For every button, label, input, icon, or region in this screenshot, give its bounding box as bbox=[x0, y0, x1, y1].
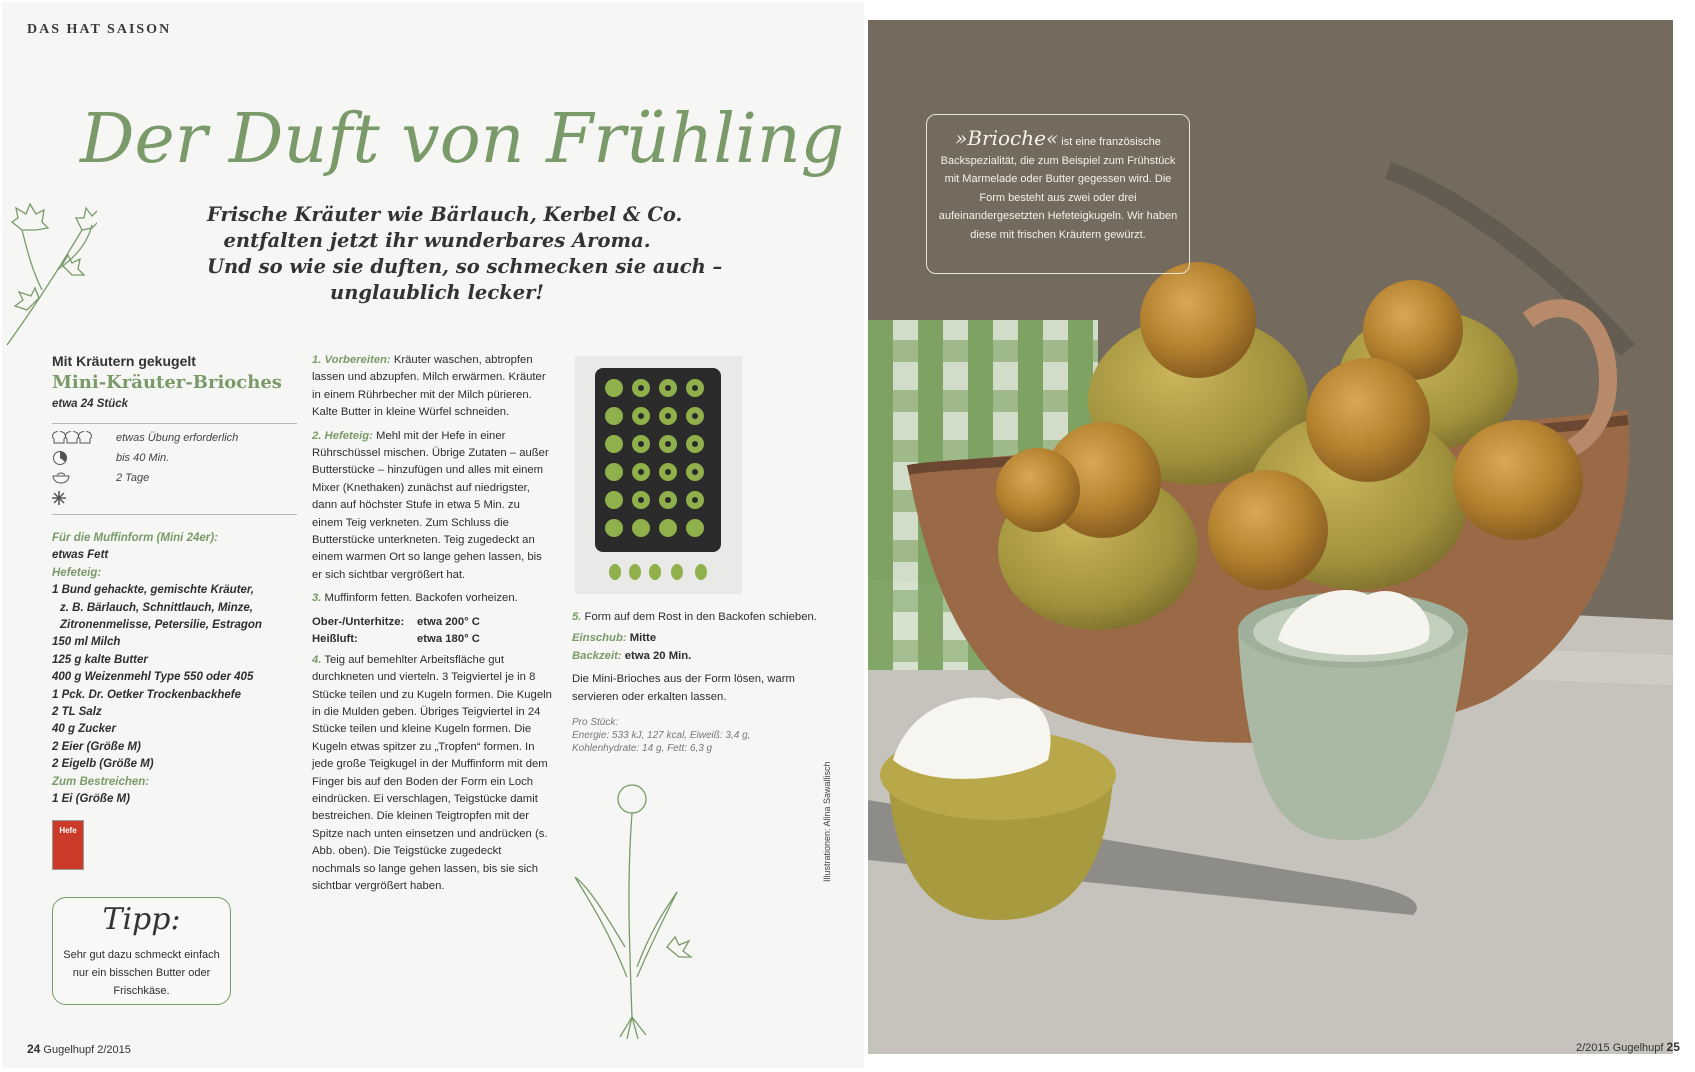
folio-right: 2/2015 Gugelhupf 25 bbox=[1576, 1040, 1680, 1054]
time-text: bis 40 Min. bbox=[116, 452, 170, 464]
storage-text: 2 Tage bbox=[116, 472, 150, 484]
difficulty-text: etwas Übung erforderlich bbox=[116, 432, 239, 444]
step-1: 1. Vorbereiten: Kräuter waschen, abtropfen lassen und abzupfen. Milch erwärmen. Kräuter in einem Rührbecher mit der Milch pürieren. Kalte Butter in kleine Würfel schneiden. bbox=[312, 354, 546, 419]
subtitle bbox=[207, 202, 723, 306]
freeze-row bbox=[52, 488, 297, 508]
ingredient-item: 1 Ei (Größe M) bbox=[52, 793, 130, 806]
ingredients-list bbox=[52, 530, 302, 809]
nutrition-info: Pro Stück: Energie: 533 kJ, 127 kcal, Eiweiß: 3,4 g, Kohlenhydrate: 14 g, Fett: 6,3 g bbox=[572, 717, 751, 755]
illustration-credit: Illustrationen: Alina Sawallisch bbox=[822, 761, 832, 882]
ingredient-item: 150 ml Milch bbox=[52, 636, 121, 649]
ingredient-item: 1 Pck. Dr. Oetker Trockenbackhefe bbox=[52, 688, 241, 701]
product-label: Hefe bbox=[59, 826, 77, 835]
left-page bbox=[2, 2, 864, 1068]
snowflake-icon bbox=[52, 491, 92, 505]
main-title: Der Duft von Frühling bbox=[80, 100, 845, 179]
storage-row bbox=[52, 468, 297, 488]
subtitle-line: entfalten jetzt ihr wunderbares Aroma. bbox=[223, 229, 651, 252]
temperature-table: Ober-/Unterhitze: etwa 200° C Heißluft: etwa 180° C bbox=[312, 615, 480, 645]
finish-text: Die Mini-Brioches aus der Form lösen, warm servieren oder erkalten lassen. bbox=[572, 673, 795, 703]
brioche-quote-box bbox=[926, 114, 1190, 274]
ingredient-item: 40 g Zucker bbox=[52, 723, 116, 736]
steps-column bbox=[312, 352, 552, 901]
backzeit: Backzeit: etwa 20 Min. bbox=[572, 649, 692, 662]
clock-icon bbox=[52, 450, 92, 466]
yeast-product-image bbox=[52, 820, 84, 870]
subtitle-line: Und so wie sie duften, so schmecken sie auch – bbox=[207, 255, 723, 278]
recipe-kicker: Mit Kräutern gekugelt bbox=[52, 353, 196, 369]
ingredient-item: Zitronenmelisse, Petersilie, Estragon bbox=[60, 619, 262, 632]
ingredient-item: 1 Bund gehackte, gemischte Kräuter, bbox=[52, 584, 254, 597]
subtitle-line: unglaublich lecker! bbox=[330, 281, 544, 304]
step-4: 4. Teig auf bemehlter Arbeitsfläche gut durchkneten und vierteln. 3 Teigviertel je in 8 Stücke teilen und zu Kugeln formen. Die Kugeln in die Mulden geben. Übriges Teigviertel in 24 Stücke teilen und kleine Kugeln formen. Die Kugeln etwas spitzer zu „Tropfen“ formen. In jede große Teigkugel in der Muffinform mit dem Finger bis auf den Boden der Form ein Loch eindrücken. Ei verschlagen, Teigstücke damit bestreichen. Die kleinen Teigtropfen mit der Spitze nach unten einsetzen und andrücken (s. Abb. oben). Die Teigstücke zugedeckt nochmals so lange gehen lassen, bis sie sich sichtbar vergrößert haben. bbox=[312, 653, 552, 892]
ingredient-item: 125 g kalte Butter bbox=[52, 653, 148, 666]
section-label: DAS HAT SAISON bbox=[27, 22, 172, 37]
bowl-icon bbox=[52, 471, 92, 485]
herb-illustration-icon bbox=[2, 190, 97, 350]
einschub: Einschub: Mitte bbox=[572, 632, 657, 645]
muffin-tray bbox=[595, 368, 721, 552]
tipp-box bbox=[52, 897, 231, 1005]
ingredient-item: etwas Fett bbox=[52, 549, 109, 562]
divider bbox=[52, 423, 297, 424]
ingredients-heading: Für die Muffinform (Mini 24er): bbox=[52, 532, 218, 544]
tipp-text: Sehr gut dazu schmeckt einfach nur ein bisschen Butter oder Frischkäse. bbox=[63, 949, 220, 997]
brioche-quote-text: »Brioche« ist eine französische Backspezialität, die zum Beispiel zum Frühstück mit Marmelade oder Butter gegessen wird. Die Form besteht aus zwei oder drei aufeinandergesetzten Hefeteigkugeln. Wir haben diese mit frischen Kräutern gewürzt. bbox=[938, 126, 1178, 241]
time-row bbox=[52, 448, 297, 468]
step-2: 2. Hefeteig: Mehl mit der Hefe in einer Rührschüssel mischen. Übrige Zutaten – außer Butterstücke – hinzufügen und alles mit einem Mixer (Knethaken) zunächst auf niedrigster, dann auf höchster Stufe in etwa 5 Min. zu einem Teig verkneten. Zum Schluss die Butterstücke unterkneten. Teig zugedeckt an einem warmen Ort so lange gehen lassen, bis er sich sichtbar vergrößert hat. bbox=[312, 429, 549, 581]
divider bbox=[52, 514, 297, 515]
ingredient-item: 2 Eigelb (Größe M) bbox=[52, 758, 154, 771]
recipe-title: Mini-Kräuter-Brioches bbox=[52, 372, 282, 393]
ingredient-item: 2 TL Salz bbox=[52, 706, 102, 719]
brioche-photo bbox=[868, 20, 1673, 1054]
muffin-tray-photo bbox=[575, 356, 742, 594]
subtitle-line: Frische Kräuter wie Bärlauch, Kerbel & Co. bbox=[207, 203, 683, 226]
ingredient-item: 400 g Weizenmehl Type 550 oder 405 bbox=[52, 671, 254, 684]
steps-column-3 bbox=[572, 609, 822, 755]
tipp-title: Tipp: bbox=[102, 902, 181, 937]
ingredient-item: 2 Eier (Größe M) bbox=[52, 740, 141, 753]
ingredient-item: z. B. Bärlauch, Schnittlauch, Minze, bbox=[60, 601, 253, 614]
chef-hat-icon bbox=[52, 431, 92, 445]
step-5: 5. Form auf dem Rost in den Backofen schieben. bbox=[572, 611, 817, 623]
difficulty-row bbox=[52, 428, 297, 448]
ingredients-heading: Hefeteig: bbox=[52, 566, 102, 579]
recipe-yield: etwa 24 Stück bbox=[52, 398, 129, 410]
ingredients-heading: Zum Bestreichen: bbox=[52, 775, 150, 788]
brioche-word: Brioche bbox=[967, 126, 1046, 150]
wild-garlic-illustration-icon bbox=[567, 777, 717, 1052]
folio-left: 24 Gugelhupf 2/2015 bbox=[27, 1042, 131, 1056]
step-3: 3. Muffinform fetten. Backofen vorheizen. bbox=[312, 592, 518, 605]
dough-drops-icon bbox=[605, 562, 715, 582]
